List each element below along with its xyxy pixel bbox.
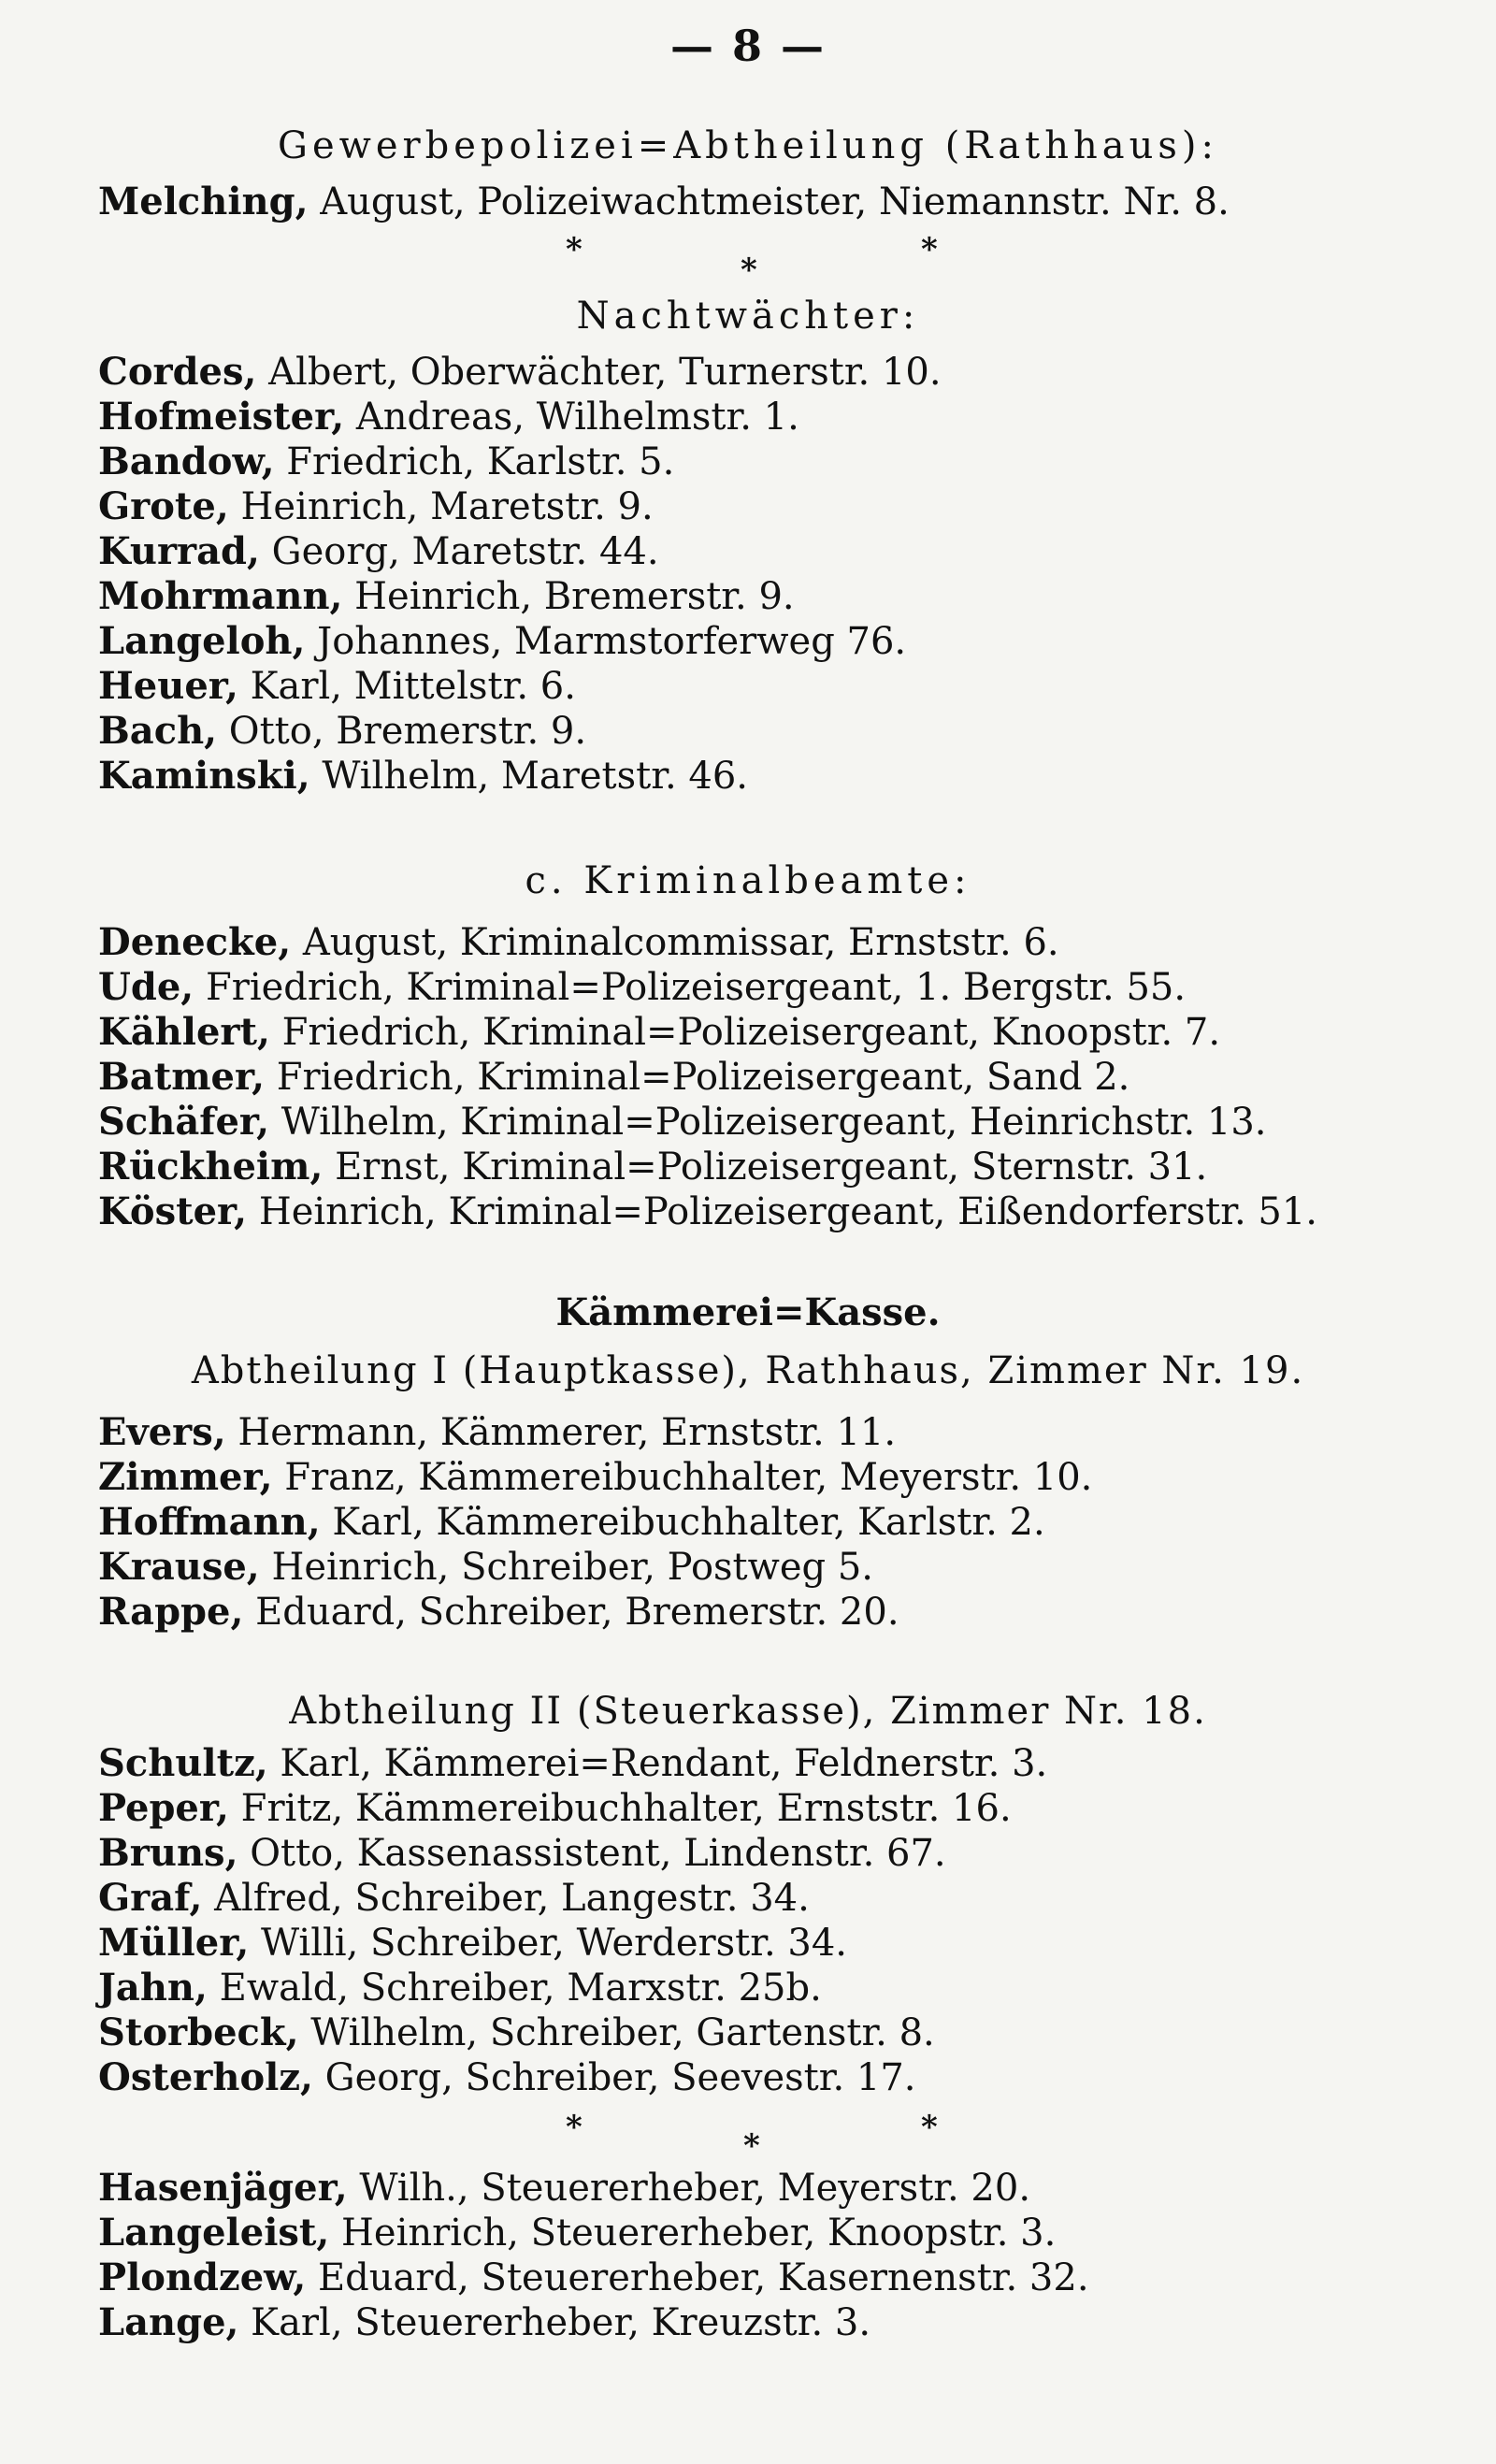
subsection-heading-abteilung-2: Abtheilung II (Steuerkasse), Zimmer Nr. 18.	[289, 1690, 1207, 1733]
entry-details: Karl, Kämmereibuchhalter, Karlstr. 2.	[320, 1501, 1045, 1544]
star-separator: *	[566, 231, 583, 268]
list-item	[98, 529, 659, 574]
entry-details: Heinrich, Maretstr. 9.	[228, 485, 654, 528]
entry-name: Batmer,	[98, 1055, 266, 1099]
entry-details: Wilhelm, Maretstr. 46.	[309, 755, 748, 798]
list-item	[98, 439, 674, 484]
list-item	[98, 180, 1230, 224]
entry-details: Otto, Bremerstr. 9.	[217, 710, 587, 753]
entry-name: Langeleist,	[98, 2211, 330, 2255]
entry-details: Karl, Steuererheber, Kreuzstr. 3.	[238, 2301, 871, 2344]
list-item	[98, 1786, 1012, 1831]
entry-name: Peper,	[98, 1786, 229, 1830]
star-separator: *	[921, 2109, 938, 2146]
entry-name: Zimmer,	[98, 1455, 273, 1499]
list-item	[98, 484, 654, 529]
list-item	[98, 574, 795, 619]
star-separator: *	[743, 2127, 760, 2165]
entry-name: Plondzew,	[98, 2255, 307, 2299]
list-item	[98, 1455, 1092, 1500]
entry-details: Willi, Schreiber, Werderstr. 34.	[249, 1922, 848, 1965]
entry-name: Rückheim,	[98, 1145, 324, 1189]
entry-details: Eduard, Steuererheber, Kasernenstr. 32.	[306, 2256, 1089, 2299]
section-heading-kaemmerei-kasse: Kämmerei=Kasse.	[555, 1290, 941, 1334]
entry-name: Evers,	[98, 1410, 226, 1454]
entry-details: Wilhelm, Kriminal=Polizeisergeant, Heinrichstr. 13.	[269, 1101, 1267, 1144]
entry-details: Wilh., Steuererheber, Meyerstr. 20.	[347, 2167, 1031, 2210]
entry-details: Friedrich, Kriminal=Polizeisergeant, Knoopstr. 7.	[269, 1011, 1221, 1054]
entry-details: Alfred, Schreiber, Langestr. 34.	[202, 1877, 810, 1920]
list-item	[98, 1741, 1047, 1786]
list-item	[98, 1100, 1267, 1145]
entry-name: Osterholz,	[98, 2055, 313, 2099]
entry-details: Heinrich, Schreiber, Postweg 5.	[259, 1546, 874, 1589]
list-item	[98, 965, 1186, 1010]
entry-name: Kurrad,	[98, 529, 260, 573]
list-item	[98, 1055, 1129, 1100]
entry-name: Krause,	[98, 1545, 260, 1589]
entry-name: Storbeck,	[98, 2010, 299, 2054]
list-item	[98, 1410, 896, 1455]
entry-details: Fritz, Kämmereibuchhalter, Ernststr. 16.	[228, 1787, 1012, 1830]
star-separator: *	[921, 231, 938, 268]
entry-details: Ewald, Schreiber, Marxstr. 25b.	[207, 1967, 822, 2010]
list-item	[98, 1590, 899, 1635]
entry-details: Georg, Maretstr. 44.	[259, 530, 659, 573]
entry-details: Eduard, Schreiber, Bremerstr. 20.	[243, 1591, 899, 1634]
entry-details: Albert, Oberwächter, Turnerstr. 10.	[256, 351, 942, 394]
entry-details: Friedrich, Kriminal=Polizeisergeant, Sand 2.	[265, 1056, 1130, 1099]
list-item	[98, 920, 1059, 965]
list-item	[98, 709, 586, 754]
list-item	[98, 2300, 870, 2345]
list-item	[98, 1876, 810, 1921]
entry-name: Hofmeister,	[98, 395, 345, 439]
entry-details: Andreas, Wilhelmstr. 1.	[344, 396, 799, 439]
entry-details: Hermann, Kämmerer, Ernststr. 11.	[225, 1411, 897, 1454]
entry-name: Grote,	[98, 484, 229, 528]
list-item	[98, 1010, 1220, 1055]
page-number: — 8 —	[669, 21, 827, 71]
list-item	[98, 350, 942, 395]
entry-name: Jahn,	[98, 1966, 208, 2010]
section-heading-nachtwaechter: Nachtwächter:	[576, 295, 920, 338]
entry-name: Hoffmann,	[98, 1500, 321, 1544]
star-separator: *	[741, 252, 757, 289]
section-heading-kriminalbeamte: c. Kriminalbeamte:	[525, 859, 971, 902]
list-item	[98, 664, 576, 709]
entry-details: Franz, Kämmereibuchhalter, Meyerstr. 10.	[272, 1456, 1093, 1499]
list-item	[98, 1545, 873, 1590]
entry-name: Hasenjäger,	[98, 2166, 348, 2210]
entry-name: Cordes,	[98, 350, 257, 394]
entry-details: Karl, Kämmerei=Rendant, Feldnerstr. 3.	[267, 1742, 1048, 1785]
entry-details: Ernst, Kriminal=Polizeisergeant, Sternstr. 31.	[323, 1146, 1208, 1189]
entry-name: Köster,	[98, 1189, 248, 1233]
subsection-heading-abteilung-1: Abtheilung I (Hauptkasse), Rathhaus, Zimmer Nr. 19.	[191, 1349, 1305, 1392]
entry-details: Wilhelm, Schreiber, Gartenstr. 8.	[298, 2011, 935, 2054]
entry-name: Bandow,	[98, 439, 275, 483]
entry-name: Müller,	[98, 1921, 250, 1965]
list-item	[98, 395, 799, 439]
entry-name: Langeloh,	[98, 619, 306, 663]
entry-name: Schultz,	[98, 1741, 268, 1785]
entry-name: Heuer,	[98, 664, 238, 708]
list-item	[98, 2010, 935, 2055]
separator-stars	[0, 231, 1496, 299]
list-item	[98, 2055, 916, 2100]
list-item	[98, 1145, 1207, 1189]
entry-name: Mohrmann,	[98, 574, 343, 618]
list-item	[98, 2255, 1089, 2300]
list-item	[98, 1189, 1317, 1234]
entry-details: Otto, Kassenassistent, Lindenstr. 67.	[237, 1832, 946, 1875]
star-separator: *	[566, 2109, 583, 2146]
list-item	[98, 619, 906, 664]
list-item	[98, 1966, 822, 2010]
entry-name: Melching,	[98, 180, 309, 223]
entry-details: Friedrich, Kriminal=Polizeisergeant, 1. Bergstr. 55.	[194, 966, 1187, 1009]
entry-name: Bruns,	[98, 1831, 238, 1875]
entry-details: Karl, Mittelstr. 6.	[237, 665, 576, 708]
list-item	[98, 1921, 847, 1966]
entry-name: Lange,	[98, 2300, 239, 2344]
entry-name: Kählert,	[98, 1010, 270, 1054]
entry-details: Heinrich, Bremerstr. 9.	[342, 575, 795, 618]
entry-details: Heinrich, Steuererheber, Knoopstr. 3.	[329, 2212, 1057, 2255]
entry-name: Bach,	[98, 709, 218, 753]
list-item	[98, 2211, 1056, 2255]
entry-name: Graf,	[98, 1876, 203, 1920]
entry-name: Ude,	[98, 965, 194, 1009]
entry-details: Johannes, Marmstorferweg 76.	[305, 620, 907, 663]
entry-details: Friedrich, Karlstr. 5.	[274, 440, 675, 483]
entry-details: August, Polizeiwachtmeister, Niemannstr. Nr. 8.	[308, 180, 1230, 223]
section-heading-gewerbepolizei: Gewerbepolizei=Abtheilung (Rathhaus):	[278, 124, 1218, 167]
list-item	[98, 1831, 946, 1876]
entry-name: Rappe,	[98, 1590, 244, 1634]
list-item	[98, 2166, 1030, 2211]
entry-name: Schäfer,	[98, 1100, 269, 1144]
entry-details: Georg, Schreiber, Seevestr. 17.	[312, 2056, 916, 2099]
list-item	[98, 754, 748, 799]
entry-details: Heinrich, Kriminal=Polizeisergeant, Eißendorferstr. 51.	[247, 1190, 1318, 1233]
entry-name: Denecke,	[98, 920, 292, 964]
entry-name: Kaminski,	[98, 754, 310, 798]
list-item	[98, 1500, 1045, 1545]
entry-details: August, Kriminalcommissar, Ernststr. 6.	[291, 921, 1059, 964]
